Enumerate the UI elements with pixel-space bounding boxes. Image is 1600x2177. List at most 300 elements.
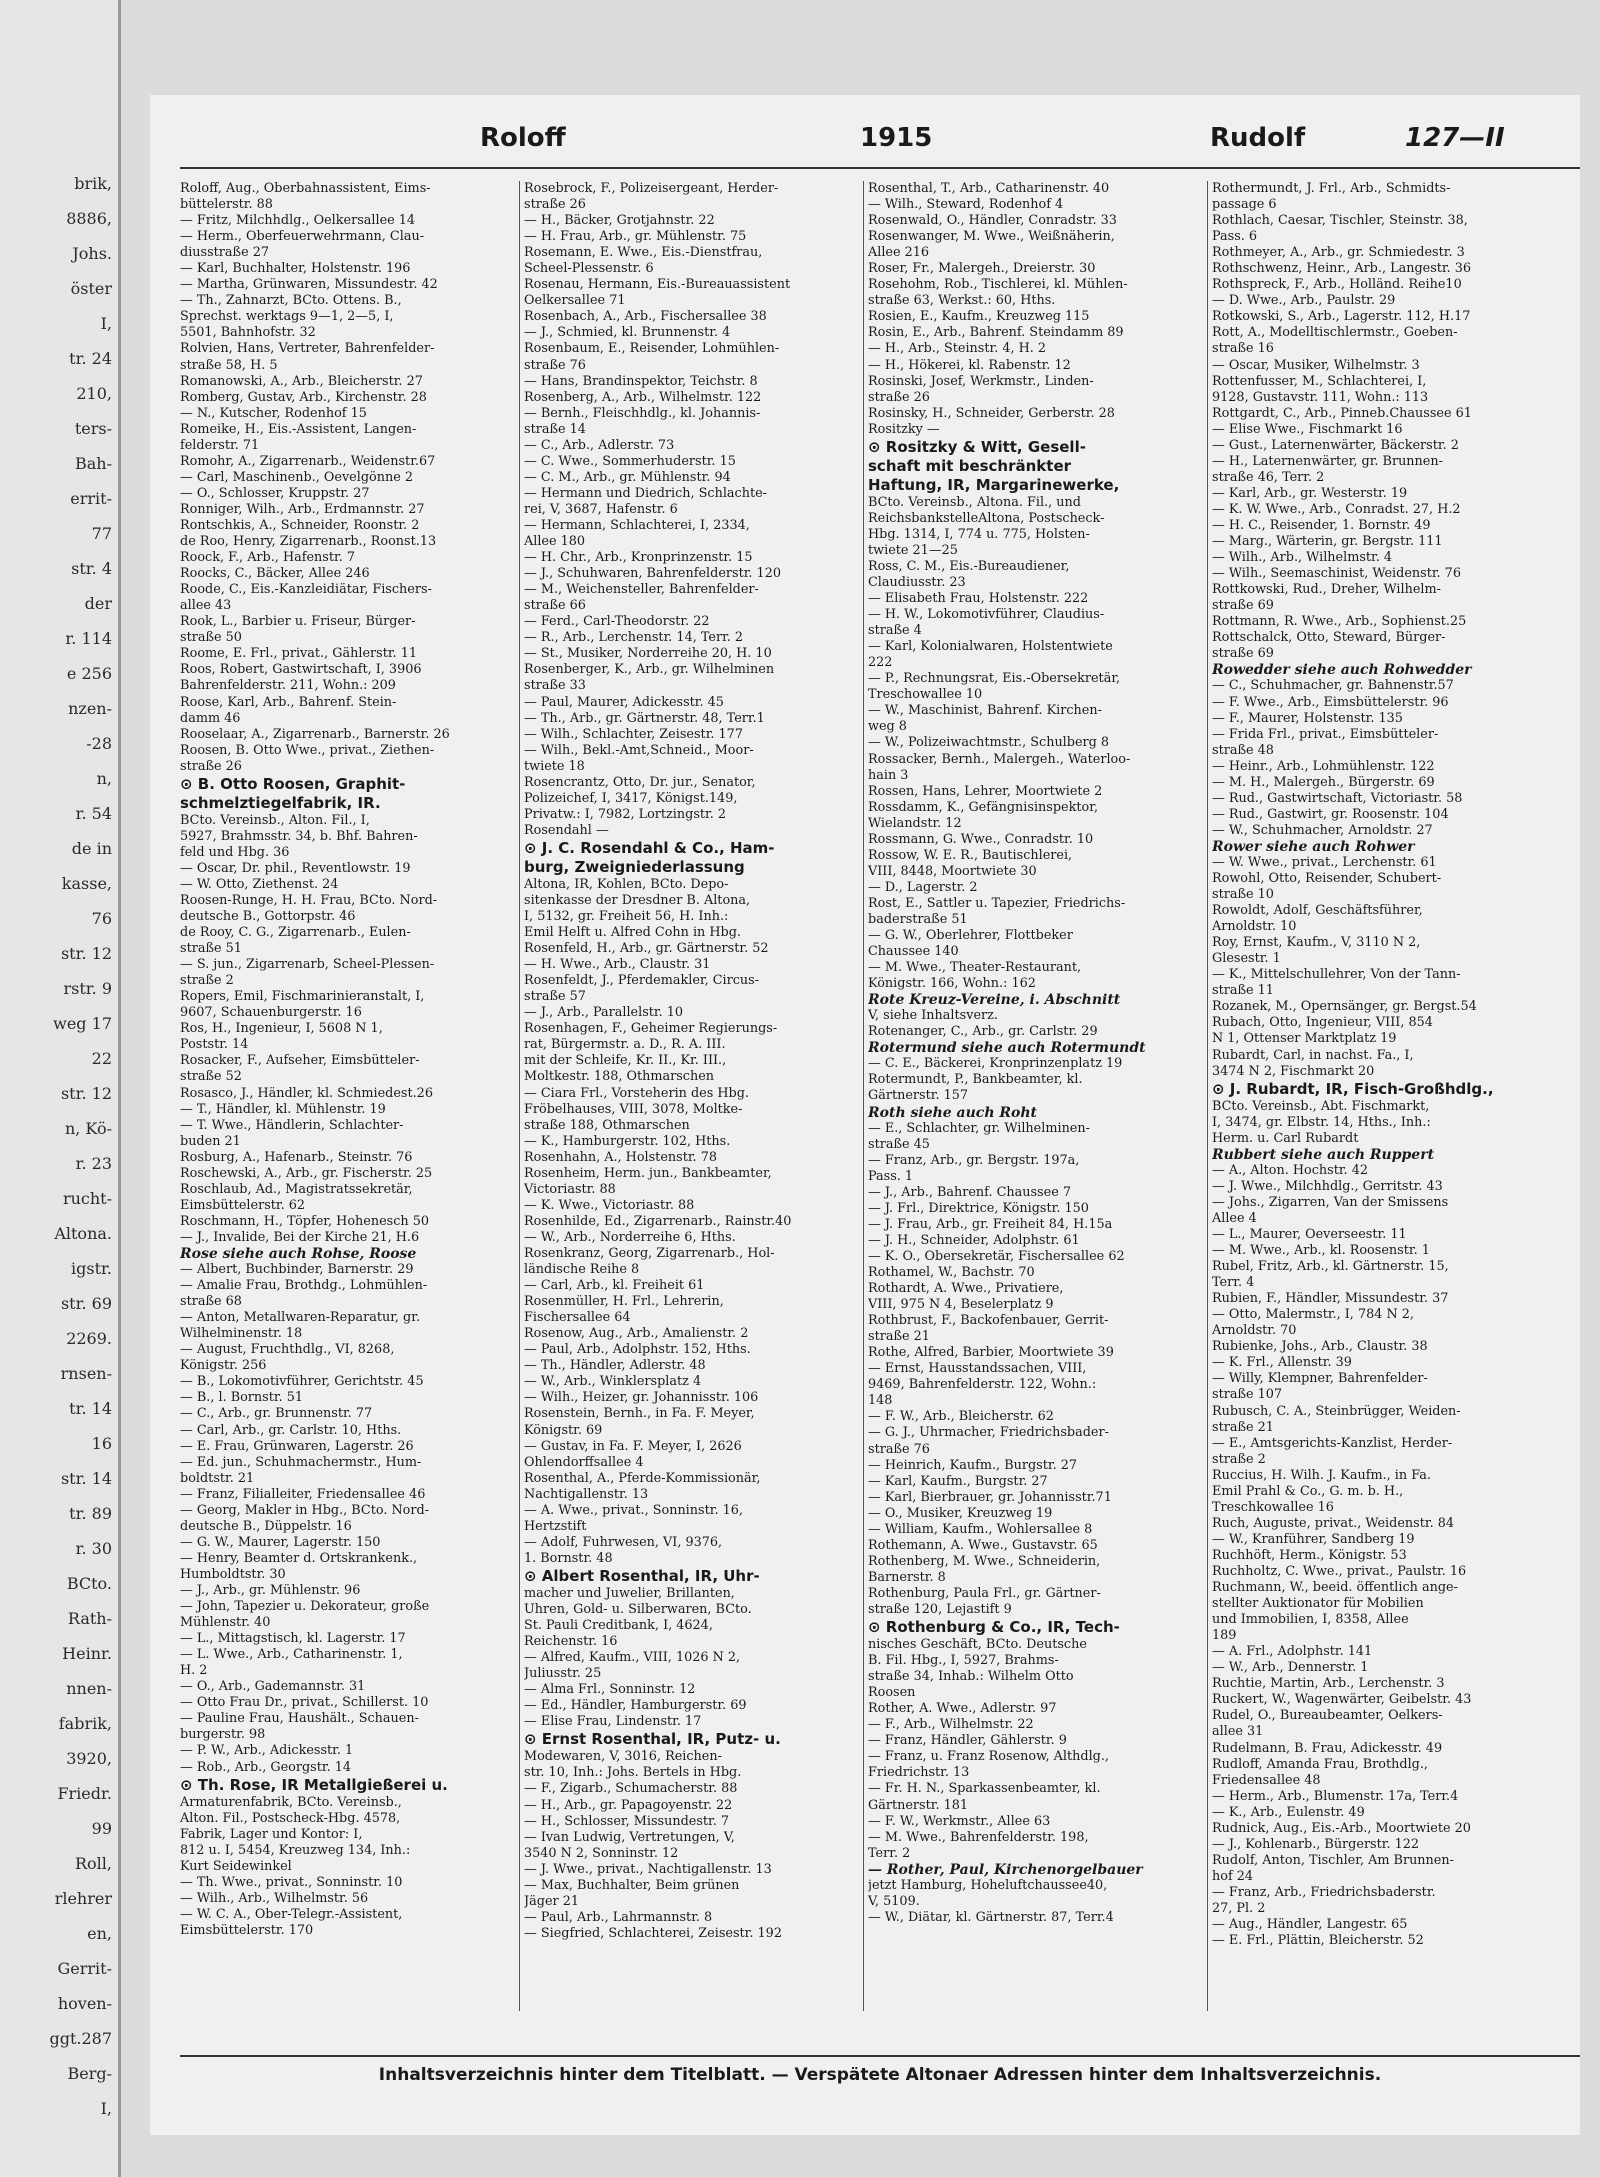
directory-entry: Rost, E., Sattler u. Tapezier, Friedrichs- xyxy=(868,895,1126,911)
previous-page-fragment: 8886, xyxy=(66,209,112,228)
directory-entry: Roose, Karl, Arb., Bahrenf. Stein- xyxy=(180,694,397,710)
directory-entry: straße 16 xyxy=(1212,341,1274,357)
directory-entry: — M. H., Malergeh., Bürgerstr. 69 xyxy=(1212,774,1435,790)
directory-entry: — F., Arb., Wilhelmstr. 22 xyxy=(868,1717,1034,1733)
directory-entry: Terr. 2 xyxy=(868,1845,911,1861)
previous-page-fragment: e 256 xyxy=(66,664,112,683)
directory-entry: — Martha, Grünwaren, Missundestr. 42 xyxy=(180,277,438,293)
directory-entry: — Willy, Klempner, Bahrenfelder- xyxy=(1212,1371,1428,1387)
previous-page-fragment: str. 4 xyxy=(71,559,112,578)
previous-page-fragment: BCto. xyxy=(66,1574,112,1593)
directory-entry: — O., Musiker, Kreuzweg 19 xyxy=(868,1505,1053,1521)
directory-entry: Romohr, A., Zigarrenarb., Weidenstr.67 xyxy=(180,453,436,469)
directory-entry: straße 76 xyxy=(524,357,586,373)
directory-entry: VIII, 8448, Moortwiete 30 xyxy=(868,863,1037,879)
directory-entry: — Th., Zahnarzt, BCto. Ottens. B., xyxy=(180,293,402,309)
directory-entry: — L. Wwe., Arb., Catharinenstr. 1, xyxy=(180,1647,403,1663)
previous-page-fragment: weg 17 xyxy=(53,1014,112,1033)
directory-entry: rei, V, 3687, Hafenstr. 6 xyxy=(524,501,678,517)
previous-page-fragment: str. 12 xyxy=(60,944,112,963)
directory-entry: — Oscar, Musiker, Wilhelmstr. 3 xyxy=(1212,357,1420,373)
previous-page-fragment: str. 14 xyxy=(60,1469,112,1488)
directory-entry: — Heinr., Arb., Lohmühlenstr. 122 xyxy=(1212,758,1435,774)
previous-page-fragment: nnen- xyxy=(66,1679,112,1698)
previous-page-fragment: rucht- xyxy=(62,1189,112,1208)
previous-page-fragment: I, xyxy=(100,2099,112,2118)
directory-entry: — M. Wwe., Bahrenfelderstr. 198, xyxy=(868,1829,1089,1845)
directory-entry: — Ferd., Carl-Theodorstr. 22 xyxy=(524,614,710,630)
directory-entry: büttelerstr. 88 xyxy=(180,197,273,213)
directory-entry: — Paul, Maurer, Adickesstr. 45 xyxy=(524,694,724,710)
directory-entry: Rowoldt, Adolf, Geschäftsführer, xyxy=(1212,903,1423,919)
directory-entry: — Hermann und Diedrich, Schlachte- xyxy=(524,485,767,501)
directory-entry: Rosenhilde, Ed., Zigarrenarb., Rainstr.40 xyxy=(524,1213,792,1229)
directory-entry: — G. W., Oberlehrer, Flottbeker xyxy=(868,928,1073,944)
directory-entry: straße 33 xyxy=(524,678,586,694)
directory-entry: Roosen-Runge, H. H. Frau, BCto. Nord- xyxy=(180,892,438,908)
directory-entry: — J., Schmied, kl. Brunnenstr. 4 xyxy=(524,325,731,341)
directory-entry: — H. C., Reisender, 1. Bornstr. 49 xyxy=(1212,517,1431,533)
directory-entry: Rothenburg, Paula Frl., gr. Gärtner- xyxy=(868,1585,1101,1601)
directory-entry: nisches Geschäft, BCto. Deutsche xyxy=(868,1637,1087,1653)
directory-entry: Altona, IR, Kohlen, BCto. Depo- xyxy=(524,876,729,892)
directory-entry: straße 107 xyxy=(1212,1387,1283,1403)
directory-entry: Eimsbüttelerstr. 62 xyxy=(180,1197,306,1213)
directory-entry: Allee 216 xyxy=(868,245,930,261)
directory-entry: Emil Prahl & Co., G. m. b. H., xyxy=(1212,1483,1404,1499)
previous-page-fragment: 22 xyxy=(91,1049,112,1068)
previous-page-fragment: r. 23 xyxy=(75,1154,112,1173)
directory-entry: — C., Arb., gr. Brunnenstr. 77 xyxy=(180,1406,373,1422)
previous-page-fragment: 77 xyxy=(91,524,112,543)
directory-entry: Nachtigallenstr. 13 xyxy=(524,1486,649,1502)
directory-entry: straße 63, Werkst.: 60, Hths. xyxy=(868,293,1056,309)
previous-page-fragment: 76 xyxy=(91,909,112,928)
directory-entry: Rotermund siehe auch Rotermundt xyxy=(868,1040,1146,1057)
previous-page-fragment: Bah- xyxy=(74,454,112,473)
previous-page-fragment: Heinr. xyxy=(62,1644,112,1663)
directory-entry: buden 21 xyxy=(180,1133,241,1149)
directory-entry: — K. W. Wwe., Arb., Conradst. 27, H.2 xyxy=(1212,501,1461,517)
directory-entry: straße 2 xyxy=(1212,1451,1266,1467)
directory-entry: straße 68 xyxy=(180,1294,242,1310)
directory-entry: felderstr. 71 xyxy=(180,437,260,453)
directory-entry: — Karl, Buchhalter, Holstenstr. 196 xyxy=(180,261,411,277)
directory-entry: N 1, Ottenser Marktplatz 19 xyxy=(1212,1031,1397,1047)
directory-entry: Rosenfeldt, J., Pferdemakler, Circus- xyxy=(524,973,760,989)
directory-entry: str. 10, Inh.: Johs. Bertels in Hbg. xyxy=(524,1765,742,1781)
directory-entry: Poststr. 14 xyxy=(180,1037,249,1053)
previous-page-fragment: str. 12 xyxy=(60,1084,112,1103)
directory-entry: Rubusch, C. A., Steinbrügger, Weiden- xyxy=(1212,1403,1461,1419)
directory-entry: 189 xyxy=(1212,1628,1237,1644)
directory-entry: — O., Arb., Gademannstr. 31 xyxy=(180,1679,366,1695)
directory-entry: — J. Frl., Direktrice, Königstr. 150 xyxy=(868,1200,1089,1216)
directory-entry: — Ciara Frl., Vorsteherin des Hbg. xyxy=(524,1085,750,1101)
directory-entry: Rower siehe auch Rohwer xyxy=(1212,838,1415,855)
directory-entry: 148 xyxy=(868,1393,893,1409)
directory-entry: Rossen, Hans, Lehrer, Moortwiete 2 xyxy=(868,783,1103,799)
directory-entry: Kurt Seidewinkel xyxy=(180,1858,292,1874)
directory-entry: Herm. u. Carl Rubardt xyxy=(1212,1130,1359,1146)
directory-entry: Roosen xyxy=(868,1685,916,1701)
directory-entry: Rubach, Otto, Ingenieur, VIII, 854 xyxy=(1212,1015,1433,1031)
directory-entry: straße 69 xyxy=(1212,598,1274,614)
directory-entry: Rosenmüller, H. Frl., Lehrerin, xyxy=(524,1294,724,1310)
directory-entry: Rosebrock, F., Polizeisergeant, Herder- xyxy=(524,181,779,196)
directory-entry: jetzt Hamburg, Hoheluftchaussee40, xyxy=(868,1877,1108,1893)
directory-entry: Roy, Ernst, Kaufm., V, 3110 N 2, xyxy=(1212,935,1421,951)
directory-entry: 9128, Gustavstr. 111, Wohn.: 113 xyxy=(1212,389,1429,405)
directory-entry: — Ernst, Hausstandssachen, VIII, xyxy=(868,1361,1087,1377)
directory-entry: Rosemann, E. Wwe., Eis.-Dienstfrau, xyxy=(524,245,763,261)
directory-entry: Rote Kreuz-Vereine, i. Abschnitt xyxy=(868,992,1121,1009)
directory-entry: Rottschalck, Otto, Steward, Bürger- xyxy=(1212,630,1446,646)
directory-entry: ⊙ Rositzky & Witt, Gesell- xyxy=(868,437,1086,456)
directory-entry: de Roo, Henry, Zigarrenarb., Roonst.13 xyxy=(180,534,437,550)
directory-entry: — M. Wwe., Theater-Restaurant, xyxy=(868,960,1082,976)
directory-entry: Roser, Fr., Malergeh., Dreierstr. 30 xyxy=(868,261,1096,277)
directory-entry: — Ivan Ludwig, Vertretungen, V, xyxy=(524,1829,735,1845)
directory-entry: Rosenkranz, Georg, Zigarrenarb., Hol- xyxy=(524,1246,775,1261)
directory-entry: Rosien, E., Kaufm., Kreuzweg 115 xyxy=(868,309,1090,325)
directory-entry: — Georg, Makler in Hbg., BCto. Nord- xyxy=(180,1502,430,1518)
directory-entry: 9469, Bahrenfelderstr. 122, Wohn.: xyxy=(868,1377,1097,1393)
directory-entry: Rossmann, G. Wwe., Conradstr. 10 xyxy=(868,831,1094,847)
directory-entry: Rubbert siehe auch Ruppert xyxy=(1212,1146,1435,1163)
previous-page-edge xyxy=(0,0,121,2177)
directory-entry: — H., Arb., gr. Papagoyenstr. 22 xyxy=(524,1797,733,1813)
directory-entry: Humboldtstr. 30 xyxy=(180,1566,286,1582)
directory-entry: Rubienke, Johs., Arb., Claustr. 38 xyxy=(1212,1339,1428,1355)
directory-entry: Rosenhahn, A., Holstenstr. 78 xyxy=(524,1149,717,1165)
directory-entry: Rontschkis, A., Schneider, Roonstr. 2 xyxy=(180,517,420,533)
directory-entry: Rosenbaum, E., Reisender, Lohmühlen- xyxy=(524,341,780,357)
directory-entry: Königstr. 166, Wohn.: 162 xyxy=(868,976,1036,992)
previous-page-fragment: en, xyxy=(87,1924,112,1943)
directory-entry: — W., Kranführer, Sandberg 19 xyxy=(1212,1531,1415,1547)
directory-entry: ⊙ Th. Rose, IR Metallgießerei u. xyxy=(180,1775,448,1794)
column-divider xyxy=(863,181,864,2011)
header-year: 1915 xyxy=(860,123,933,153)
directory-entry: Rottkowski, Rud., Dreher, Wilhelm- xyxy=(1212,582,1441,598)
directory-entry: — G. W., Maurer, Lagerstr. 150 xyxy=(180,1534,381,1550)
directory-entry: straße 11 xyxy=(1212,983,1274,999)
directory-entry: straße 26 xyxy=(180,758,242,774)
directory-entry: Ronniger, Wilh., Arb., Erdmannstr. 27 xyxy=(180,501,425,517)
directory-entry: — C., Schuhmacher, gr. Bahnenstr.57 xyxy=(1212,678,1454,694)
directory-entry: — W., Arb., Dennerstr. 1 xyxy=(1212,1660,1369,1676)
directory-entry: Ruchmann, W., beeid. öffentlich ange- xyxy=(1212,1580,1458,1596)
directory-entry: Rosenheim, Herm. jun., Bankbeamter, xyxy=(524,1165,772,1181)
directory-entry: — Albert, Buchbinder, Barnerstr. 29 xyxy=(180,1262,414,1278)
header-first-entry: Roloff xyxy=(480,123,566,153)
directory-entry: — Wilh., Seemaschinist, Weidenstr. 76 xyxy=(1212,566,1461,582)
page-number: 127—II xyxy=(1405,123,1505,153)
directory-entry: H. 2 xyxy=(180,1663,208,1679)
directory-entry: — Franz, Arb., gr. Bergstr. 197a, xyxy=(868,1152,1080,1168)
column-4 xyxy=(1212,181,1550,2011)
previous-page-fragment: ggt.287 xyxy=(49,2029,112,2048)
directory-entry: Treschowallee 10 xyxy=(868,687,983,703)
directory-entry: Allee 180 xyxy=(524,534,586,550)
directory-entry: — C. Wwe., Sommerhuderstr. 15 xyxy=(524,453,736,469)
directory-entry: Claudiusstr. 23 xyxy=(868,574,966,590)
directory-entry: Rose siehe auch Rohse, Roose xyxy=(180,1246,417,1262)
directory-entry: Rosenow, Aug., Arb., Amalienstr. 2 xyxy=(524,1326,749,1342)
directory-entry: — Oscar, Dr. phil., Reventlowstr. 19 xyxy=(180,860,411,876)
directory-entry: — Frida Frl., privat., Eimsbütteler- xyxy=(1212,726,1439,742)
directory-entry: Rossow, W. E. R., Bautischlerei, xyxy=(868,847,1073,863)
directory-entry: Rosenberg, A., Arb., Wilhelmstr. 122 xyxy=(524,389,762,405)
directory-entry: hof 24 xyxy=(1212,1868,1254,1884)
directory-entry: — Elisabeth Frau, Holstenstr. 222 xyxy=(868,591,1089,607)
directory-entry: straße 26 xyxy=(524,197,586,213)
directory-entry: straße 69 xyxy=(1212,646,1274,662)
page-footer-note: Inhaltsverzeichnis hinter dem Titelblatt. — Verspätete Altonaer Adressen hinter dem Inhaltsverzeichnis. xyxy=(180,2055,1580,2085)
directory-entry: — Rud., Gastwirtschaft, Victoriastr. 58 xyxy=(1212,790,1463,806)
directory-entry: Roschewski, A., Arb., gr. Fischerstr. 25 xyxy=(180,1165,433,1181)
directory-entry: — H., Hökerei, kl. Rabenstr. 12 xyxy=(868,357,1071,373)
previous-page-fragment: n, Kö- xyxy=(64,1119,112,1138)
directory-entry: Arnoldstr. 70 xyxy=(1212,1323,1297,1339)
directory-entry: Rotkowski, S., Arb., Lagerstr. 112, H.17 xyxy=(1212,309,1471,325)
directory-entry: — A., Alton. Hochstr. 42 xyxy=(1212,1162,1368,1178)
directory-entry: — Alfred, Kaufm., VIII, 1026 N 2, xyxy=(524,1650,741,1666)
previous-page-fragment: r. 30 xyxy=(75,1539,112,1558)
previous-page-fragment: nzen- xyxy=(68,699,112,718)
directory-entry: — Ed., Händler, Hamburgerstr. 69 xyxy=(524,1698,747,1714)
directory-entry: V, siehe Inhaltsverz. xyxy=(868,1008,998,1024)
directory-entry: Fabrik, Lager und Kontor: I, xyxy=(180,1826,363,1842)
directory-entry: Ruchtie, Martin, Arb., Lerchenstr. 3 xyxy=(1212,1676,1445,1692)
directory-entry: burg, Zweigniederlassung xyxy=(524,857,745,876)
directory-entry: straße 52 xyxy=(180,1069,242,1085)
directory-entry: — Wilh., Arb., Wilhelmstr. 56 xyxy=(180,1890,369,1906)
directory-entry: — Rob., Arb., Georgstr. 14 xyxy=(180,1759,352,1775)
directory-entry: — Aug., Händler, Langestr. 65 xyxy=(1212,1917,1408,1933)
directory-entry: Rosin, E., Arb., Bahrenf. Steindamm 89 xyxy=(868,325,1124,341)
directory-entry: — D. Wwe., Arb., Paulstr. 29 xyxy=(1212,293,1396,309)
directory-entry: Rothenberg, M. Wwe., Schneiderin, xyxy=(868,1553,1101,1569)
directory-entry: Rosenstein, Bernh., in Fa. F. Meyer, xyxy=(524,1406,755,1422)
directory-entry: — Gust., Laternenwärter, Bäckerstr. 2 xyxy=(1212,437,1459,453)
directory-entry: ⊙ B. Otto Roosen, Graphit- xyxy=(180,774,406,793)
directory-entry: Rosenthal, T., Arb., Catharinenstr. 40 xyxy=(868,181,1110,196)
directory-entry: — Ed. jun., Schuhmachermstr., Hum- xyxy=(180,1454,422,1470)
directory-entry: — W., Polizeiwachtmstr., Schulberg 8 xyxy=(868,735,1110,751)
directory-entry: Alton. Fil., Postscheck-Hbg. 4578, xyxy=(180,1810,401,1826)
directory-entry: straße 51 xyxy=(180,941,242,957)
directory-entry: — Bernh., Fleischhdlg., kl. Johannis- xyxy=(524,405,761,421)
directory-entry: — Pauline Frau, Haushält., Schauen- xyxy=(180,1711,419,1727)
directory-entry: — F. W., Arb., Bleicherstr. 62 xyxy=(868,1409,1054,1425)
directory-entry: — G. J., Uhrmacher, Friedrichsbader- xyxy=(868,1425,1109,1441)
previous-page-fragment: kasse, xyxy=(61,874,112,893)
directory-entry: — E. Frl., Plättin, Bleicherstr. 52 xyxy=(1212,1933,1424,1949)
directory-entry: Ros, H., Ingenieur, I, 5608 N 1, xyxy=(180,1021,383,1037)
directory-entry: — P., Rechnungsrat, Eis.-Obersekretär, xyxy=(868,671,1121,687)
directory-entry: — Hermann, Schlachterei, I, 2334, xyxy=(524,517,750,533)
directory-entry: Arnoldstr. 10 xyxy=(1212,919,1297,935)
directory-entry: — Fr. H. N., Sparkassenbeamter, kl. xyxy=(868,1781,1101,1797)
directory-entry: straße 48 xyxy=(1212,742,1274,758)
previous-page-fragment: hoven- xyxy=(57,1994,112,2013)
directory-entry: Juliusstr. 25 xyxy=(524,1666,602,1682)
directory-entry: — Franz, Arb., Friedrichsbaderstr. xyxy=(1212,1884,1436,1900)
directory-entry: — A. Frl., Adolphstr. 141 xyxy=(1212,1644,1373,1660)
directory-entry: — S. jun., Zigarrenarb, Scheel-Plessen- xyxy=(180,957,435,973)
directory-entry: — E., Schlachter, gr. Wilhelminen- xyxy=(868,1120,1090,1136)
directory-entry: Rothbrust, F., Backofenbauer, Gerrit- xyxy=(868,1313,1109,1329)
directory-entry: — Wilh., Heizer, gr. Johannisstr. 106 xyxy=(524,1390,759,1406)
directory-entry: ländische Reihe 8 xyxy=(524,1262,640,1278)
directory-entry: — Johs., Zigarren, Van der Smissens xyxy=(1212,1194,1449,1210)
directory-entry: passage 6 xyxy=(1212,197,1277,213)
directory-entry: straße 10 xyxy=(1212,887,1274,903)
directory-entry: — Paul, Arb., Lahrmannstr. 8 xyxy=(524,1909,713,1925)
directory-entry: — W. C. A., Ober-Telegr.-Assistent, xyxy=(180,1906,403,1922)
directory-entry: ⊙ J. C. Rosendahl & Co., Ham- xyxy=(524,838,775,857)
directory-entry: Rosenberger, K., Arb., gr. Wilhelminen xyxy=(524,662,775,678)
directory-entry: schmelztiegelfabrik, IR. xyxy=(180,793,381,812)
directory-entry: Rottenfusser, M., Schlachterei, I, xyxy=(1212,373,1427,389)
directory-entry: Rossacker, Bernh., Malergeh., Waterloo- xyxy=(868,751,1131,767)
directory-entry: V, 5109. xyxy=(868,1893,920,1909)
directory-entry: — E., Amtsgerichts-Kanzlist, Herder- xyxy=(1212,1435,1453,1451)
directory-entry: — K., Mittelschullehrer, Von der Tann- xyxy=(1212,967,1461,983)
directory-entry: — M. Wwe., Arb., kl. Roosenstr. 1 xyxy=(1212,1243,1430,1259)
directory-entry: straße 2 xyxy=(180,973,234,989)
directory-entry: St. Pauli Creditbank, I, 4624, xyxy=(524,1618,713,1634)
directory-entry: straße 188, Othmarschen xyxy=(524,1117,690,1133)
directory-entry: Rosendahl — xyxy=(524,822,609,838)
directory-entry: twiete 18 xyxy=(524,758,585,774)
previous-page-fragment: rlehrer xyxy=(54,1889,112,1908)
directory-entry: straße 34, Inhab.: Wilhelm Otto xyxy=(868,1669,1074,1685)
directory-entry: Oelkersallee 71 xyxy=(524,293,626,309)
directory-entry: — Karl, Bierbrauer, gr. Johannisstr.71 xyxy=(868,1489,1112,1505)
directory-entry: Rothemann, A. Wwe., Gustavstr. 65 xyxy=(868,1537,1098,1553)
previous-page-fragment: -28 xyxy=(86,734,112,753)
directory-entry: Rosenhagen, F., Geheimer Regierungs- xyxy=(524,1021,778,1037)
directory-entry: Hbg. 1314, I, 774 u. 775, Holsten- xyxy=(868,526,1090,542)
directory-entry: Ruchholtz, C. Wwe., privat., Paulstr. 16 xyxy=(1212,1563,1467,1579)
directory-entry: Rolvien, Hans, Vertreter, Bahrenfelder- xyxy=(180,341,435,357)
directory-entry: — J., Invalide, Bei der Kirche 21, H.6 xyxy=(180,1229,420,1245)
previous-page-fragment: ters- xyxy=(74,419,112,438)
directory-entry: Roloff, Aug., Oberbahnassistent, Eims- xyxy=(180,181,431,196)
directory-entry: — Rother, Paul, Kirchenorgelbauer xyxy=(868,1861,1143,1878)
page-header xyxy=(180,123,1580,159)
directory-entry: Reichenstr. 16 xyxy=(524,1634,618,1650)
directory-entry: — H., Bäcker, Grotjahnstr. 22 xyxy=(524,213,715,229)
directory-entry: Rottgardt, C., Arb., Pinneb.Chaussee 61 xyxy=(1212,405,1472,421)
directory-entry: Rothmeyer, A., Arb., gr. Schmiedestr. 3 xyxy=(1212,245,1465,261)
directory-entry: — W., Schuhmacher, Arnoldstr. 27 xyxy=(1212,822,1433,838)
directory-entry: straße 66 xyxy=(524,598,586,614)
directory-entry: Bahrenfelderstr. 211, Wohn.: 209 xyxy=(180,678,396,694)
directory-entry: Rothspreck, F., Arb., Holländ. Reihe10 xyxy=(1212,277,1462,293)
directory-entry: Rudelmann, B. Frau, Adickesstr. 49 xyxy=(1212,1740,1443,1756)
directory-entry: Haftung, IR, Margarinewerke, xyxy=(868,475,1120,494)
directory-entry: — L., Maurer, Oeverseestr. 11 xyxy=(1212,1227,1407,1242)
directory-entry: Emil Helft u. Alfred Cohn in Hbg. xyxy=(524,925,741,941)
directory-entry: Rothlach, Caesar, Tischler, Steinstr. 38, xyxy=(1212,213,1468,229)
directory-entry: — Otto Frau Dr., privat., Schillerst. 10 xyxy=(180,1695,429,1711)
directory-entry: — W. Otto, Ziethenst. 24 xyxy=(180,876,339,892)
directory-entry: Roth siehe auch Roht xyxy=(868,1104,1038,1121)
directory-entry: — J. H., Schneider, Adolphstr. 61 xyxy=(868,1232,1080,1248)
directory-entry: — Elise Wwe., Fischmarkt 16 xyxy=(1212,421,1403,437)
directory-entry: — St., Musiker, Norderreihe 20, H. 10 xyxy=(524,646,772,662)
directory-entry: — August, Fruchthdlg., VI, 8268, xyxy=(180,1342,395,1358)
directory-entry: Eimsbüttelerstr. 170 xyxy=(180,1922,314,1938)
previous-page-fragment: Gerrit- xyxy=(57,1959,112,1978)
directory-entry: — Th., Händler, Adlerstr. 48 xyxy=(524,1358,706,1374)
directory-entry: — John, Tapezier u. Dekorateur, große xyxy=(180,1599,430,1615)
directory-entry: 9607, Schauenburgerstr. 16 xyxy=(180,1005,362,1021)
directory-entry: allee 31 xyxy=(1212,1724,1264,1740)
directory-entry: macher und Juwelier, Brillanten, xyxy=(524,1585,735,1601)
directory-entry: — Otto, Malermstr., I, 784 N 2, xyxy=(1212,1307,1414,1323)
directory-entry: — Karl, Kolonialwaren, Holstentwiete xyxy=(868,639,1113,655)
previous-page-fragment: Roll, xyxy=(75,1854,112,1873)
directory-entry: — H. Frau, Arb., gr. Mühlenstr. 75 xyxy=(524,229,747,245)
directory-entry: I, 5132, gr. Freiheit 56, H. Inh.: xyxy=(524,909,729,925)
previous-page-fragment: der xyxy=(84,594,112,613)
directory-entry: — W. Wwe., privat., Lerchenstr. 61 xyxy=(1212,854,1437,870)
directory-entry: Pass. 6 xyxy=(1212,229,1258,245)
directory-entry: Rosenau, Hermann, Eis.-Bureauassistent xyxy=(524,277,791,293)
directory-entry: allee 43 xyxy=(180,598,232,614)
previous-page-fragment: tr. 24 xyxy=(69,349,112,368)
directory-entry: rat, Bürgermstr. a. D., R. A. III. xyxy=(524,1037,726,1053)
directory-entry: — J., Arb., Parallelstr. 10 xyxy=(524,1005,684,1021)
directory-entry: Rottmann, R. Wwe., Arb., Sophienst.25 xyxy=(1212,614,1467,630)
directory-entry: Rooselaar, A., Zigarrenarb., Barnerstr. 26 xyxy=(180,726,450,742)
directory-entry: — H., Schlosser, Missundestr. 7 xyxy=(524,1813,730,1829)
directory-entry: — Franz, Händler, Gählerstr. 9 xyxy=(868,1733,1067,1749)
directory-entry: Rosenwald, O., Händler, Conradstr. 33 xyxy=(868,213,1117,229)
directory-entry: Fröbelhauses, VIII, 3078, Moltke- xyxy=(524,1101,743,1117)
directory-entry: — Rud., Gastwirt, gr. Roosenstr. 104 xyxy=(1212,806,1449,822)
directory-entry: Treschkowallee 16 xyxy=(1212,1499,1334,1515)
directory-entry: — P. W., Arb., Adickesstr. 1 xyxy=(180,1743,354,1759)
directory-entry: — C., Arb., Adlerstr. 73 xyxy=(524,437,675,453)
directory-entry: Königstr. 256 xyxy=(180,1358,267,1374)
directory-entry: Romberg, Gustav, Arb., Kirchenstr. 28 xyxy=(180,389,427,405)
previous-page-fragment: de in xyxy=(71,839,112,858)
previous-page-fragment: Altona. xyxy=(54,1224,112,1243)
header-rule xyxy=(180,167,1580,169)
previous-page-fragment: r. 114 xyxy=(65,629,112,648)
directory-entry: — J. Wwe., Milchhdlg., Gerritstr. 43 xyxy=(1212,1178,1443,1194)
directory-entry: — W., Arb., Norderreihe 6, Hths. xyxy=(524,1229,736,1245)
directory-entry: Rosenbach, A., Arb., Fischersallee 38 xyxy=(524,309,767,325)
directory-entry: Rosenthal, A., Pferde-Kommissionär, xyxy=(524,1470,761,1486)
column-divider xyxy=(519,181,520,2011)
directory-entry: 812 u. I, 5454, Kreuzweg 134, Inh.: xyxy=(180,1842,411,1858)
directory-entry: — T. Wwe., Händlerin, Schlachter- xyxy=(180,1117,404,1133)
directory-entry: Ruchhöft, Herm., Königstr. 53 xyxy=(1212,1547,1407,1563)
directory-entry: 1. Bornstr. 48 xyxy=(524,1550,613,1566)
directory-entry: Rosenfeld, H., Arb., gr. Gärtnerstr. 52 xyxy=(524,941,769,957)
directory-entry: VIII, 975 N 4, Beselerplatz 9 xyxy=(868,1297,1054,1313)
directory-entry: Roosen, B. Otto Wwe., privat., Ziethen- xyxy=(180,742,435,758)
directory-entry: Rositzky — xyxy=(868,421,940,437)
directory-entry: — Wilh., Arb., Wilhelmstr. 4 xyxy=(1212,550,1393,566)
